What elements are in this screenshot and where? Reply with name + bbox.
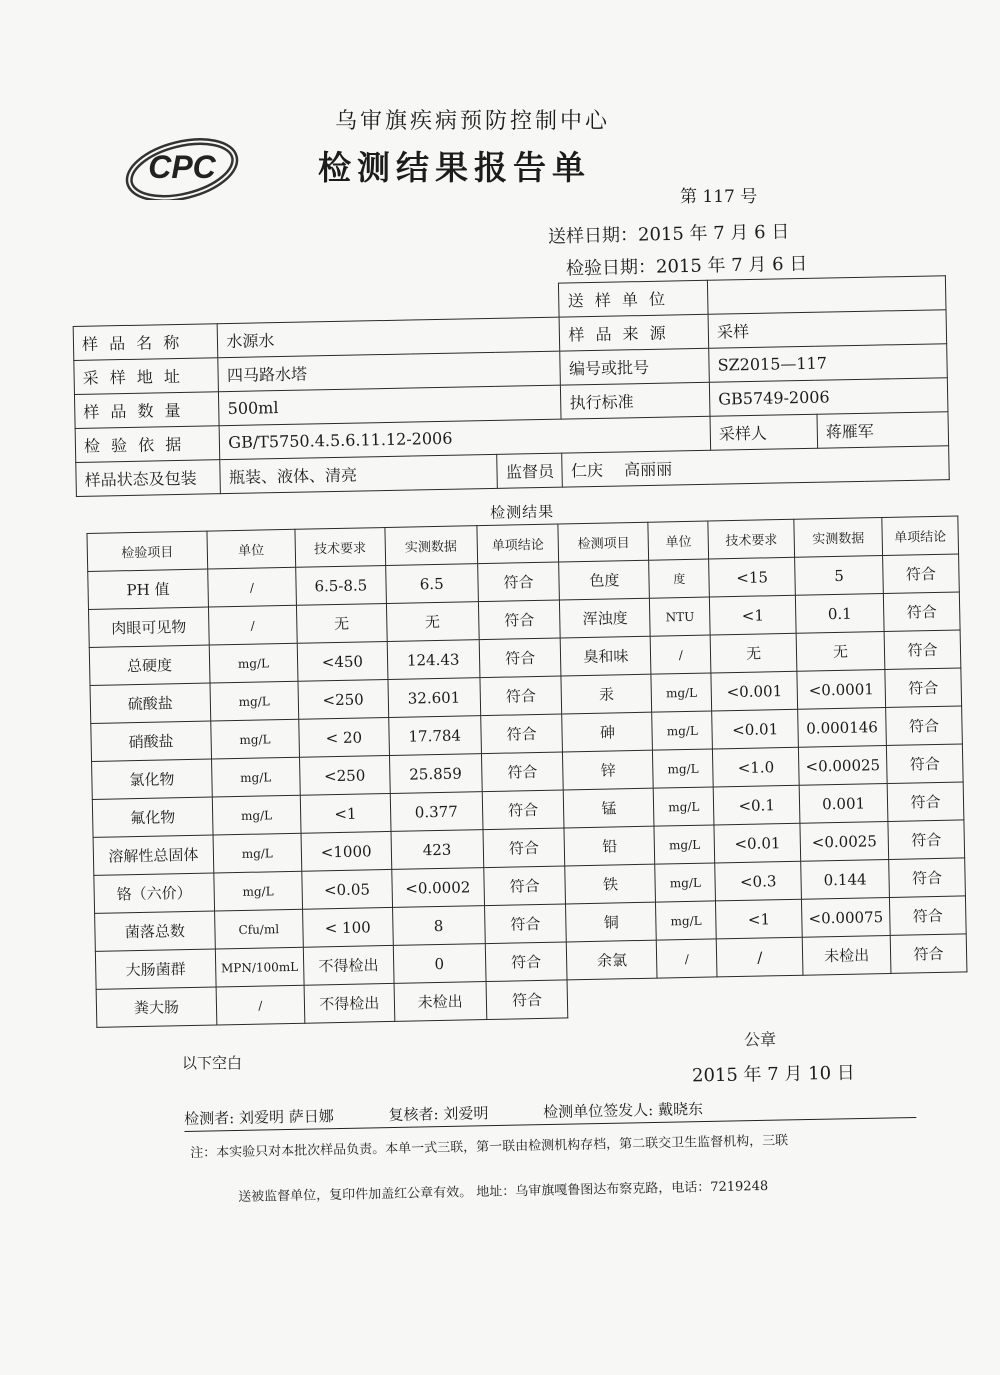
result-cell: 6.5-8.5 [296, 566, 387, 606]
result-cell: 124.43 [387, 640, 480, 680]
header-cell: 实测数据 [385, 526, 478, 566]
result-cell: / [657, 939, 718, 978]
result-cell: mg/L [655, 863, 716, 902]
result-cell: <0.01 [712, 709, 799, 749]
result-cell: 无 [296, 603, 387, 643]
result-cell: <0.01 [714, 823, 801, 863]
result-cell: / [716, 937, 803, 977]
quantity-value: 500ml [219, 385, 562, 426]
reviewer-value: 刘爱明 [443, 1104, 489, 1124]
results-caption: 检测结果 [489, 502, 555, 522]
result-cell: 符合 [480, 714, 563, 754]
check-date: 检验日期：2015 年 7 月 6 日 [565, 253, 808, 280]
result-cell [657, 977, 718, 1016]
result-cell: 未检出 [802, 935, 891, 975]
result-cell: 符合 [481, 752, 564, 792]
result-cell: 符合 [483, 866, 566, 906]
result-cell: MPN/100mL [215, 947, 304, 987]
result-cell: <0.001 [711, 671, 798, 711]
result-cell: <1.0 [713, 747, 800, 787]
result-cell: mg/L [653, 749, 714, 788]
result-cell: 未检出 [394, 982, 487, 1022]
svg-text:CPC: CPC [148, 149, 216, 185]
result-cell: <0.00025 [798, 745, 887, 785]
result-cell: < 20 [299, 717, 390, 757]
result-cell: 硫酸盐 [90, 683, 211, 723]
result-cell: 符合 [890, 934, 967, 974]
result-cell: <0.0025 [800, 821, 889, 861]
result-cell: / [208, 605, 297, 645]
result-cell: <0.0002 [391, 868, 484, 908]
header-cell: 检验项目 [87, 531, 208, 571]
report-title: 检测结果报告单 [318, 148, 591, 187]
result-cell: <0.00075 [802, 897, 891, 937]
tester-label: 检测者: [184, 1109, 235, 1128]
result-cell: NTU [650, 597, 711, 636]
result-cell: 0.001 [799, 783, 888, 823]
result-cell: 25.859 [389, 754, 482, 794]
result-cell: 符合 [883, 554, 960, 594]
sample-source-label: 样 品 来 源 [560, 314, 709, 351]
result-cell: 余氯 [567, 940, 658, 980]
result-cell: 32.601 [388, 678, 481, 718]
quantity-label: 样 品 数 量 [74, 392, 219, 429]
result-cell: 锰 [564, 788, 655, 828]
header-cell: 单项结论 [477, 524, 560, 564]
batch-value: SZ2015—117 [709, 344, 948, 383]
result-cell: mg/L [210, 681, 299, 721]
result-cell: Cfu/ml [214, 909, 303, 949]
result-cell: 菌落总数 [95, 911, 216, 951]
result-cell: PH 值 [88, 569, 209, 609]
result-cell: 不得检出 [304, 983, 395, 1023]
sampler-label: 采样人 [710, 414, 817, 450]
result-cell: 符合 [480, 676, 563, 716]
result-cell: 符合 [486, 980, 569, 1020]
results-table [86, 492, 968, 1027]
results-body [87, 516, 968, 1027]
header-cell: 实测数据 [794, 518, 883, 558]
result-cell: <0.1 [713, 785, 800, 825]
result-cell: 符合 [888, 820, 965, 860]
sample-name-value: 水源水 [218, 317, 561, 358]
result-cell: mg/L [652, 711, 713, 750]
result-cell [717, 975, 804, 1015]
header-cell: 检测项目 [558, 522, 649, 562]
result-cell: mg/L [651, 673, 712, 712]
result-cell: 铁 [565, 864, 656, 904]
state-value: 瓶装、液体、清亮 [220, 454, 498, 493]
header-cell: 单位 [648, 521, 709, 560]
tester-value: 刘爱明 萨日娜 [238, 1107, 334, 1127]
result-cell: 0 [393, 944, 486, 984]
batch-label: 编号或批号 [560, 348, 709, 385]
result-cell: 总硬度 [89, 645, 210, 685]
result-cell: 符合 [886, 744, 963, 784]
result-cell: <1 [716, 899, 803, 939]
result-cell: 符合 [478, 600, 561, 640]
result-cell: 符合 [889, 896, 966, 936]
result-cell: 铬（六价） [94, 873, 215, 913]
blank-note: 以下空白 [182, 1054, 243, 1072]
result-cell: 溶解性总固体 [93, 835, 214, 875]
result-cell: 无 [386, 602, 479, 642]
result-cell: 0.1 [795, 594, 884, 634]
result-cell: 肉眼可见物 [88, 607, 209, 647]
result-cell: 符合 [887, 782, 964, 822]
result-cell: <1000 [301, 831, 392, 871]
issue-date: 2015 年 7 月 10 日 [691, 1062, 855, 1087]
signature-line [184, 1094, 916, 1132]
result-cell: mg/L [211, 719, 300, 759]
standard-value: GB5749-2006 [709, 378, 948, 417]
result-cell: 不得检出 [303, 945, 394, 985]
result-cell: 无 [710, 633, 797, 673]
result-cell: 铅 [564, 826, 655, 866]
standard-label: 执行标准 [561, 382, 710, 419]
send-unit-value [707, 276, 946, 315]
result-cell: / [650, 635, 711, 674]
result-cell: <450 [297, 641, 388, 681]
signer-value: 戴晓东 [657, 1100, 704, 1119]
result-cell: <250 [298, 679, 389, 719]
result-cell: 铜 [566, 902, 657, 942]
reviewer-label: 复核者: [388, 1105, 439, 1125]
result-cell [803, 973, 892, 1013]
header-cell: 技术要求 [295, 528, 386, 568]
seal-label: 公章 [744, 1030, 777, 1049]
sample-place-value: 四马路水塔 [218, 351, 561, 392]
result-cell: 符合 [885, 668, 962, 708]
basis-value: GB/T5750.4.5.6.11.12-2006 [220, 416, 711, 459]
result-cell: mg/L [654, 787, 715, 826]
result-cell: 符合 [477, 562, 560, 602]
result-cell: mg/L [212, 795, 301, 835]
result-cell: 无 [796, 632, 885, 672]
result-cell: 粪大肠 [96, 987, 217, 1027]
result-cell: <1 [710, 595, 797, 635]
result-cell: 色度 [559, 560, 650, 600]
result-cell: 符合 [483, 828, 566, 868]
result-cell: 臭和味 [561, 636, 652, 676]
result-cell: 汞 [561, 674, 652, 714]
result-cell: <15 [709, 557, 796, 597]
result-cell: <0.05 [302, 869, 393, 909]
note-line-1: 注：本实验只对本批次样品负责。本单一式三联，第一联由检测机构存档，第二联交卫生监督机构，三联 [190, 1133, 789, 1161]
result-cell: / [208, 567, 297, 607]
result-cell [568, 978, 659, 1018]
organization-name: 乌审旗疾病预防控制中心 [335, 109, 611, 134]
result-cell: mg/L [654, 825, 715, 864]
result-cell: < 100 [302, 907, 393, 947]
result-cell: mg/L [214, 871, 303, 911]
header-cell: 单位 [207, 529, 296, 569]
sample-name-label: 样 品 名 称 [73, 324, 218, 361]
supervisor-label: 监督员 [497, 453, 563, 488]
result-cell: 符合 [479, 638, 562, 678]
result-cell: 0.144 [801, 859, 890, 899]
sample-place-label: 采 样 地 址 [74, 358, 219, 395]
result-cell: / [216, 985, 305, 1025]
result-cell: 5 [795, 556, 884, 596]
result-cell: 符合 [889, 858, 966, 898]
result-cell: 17.784 [388, 716, 481, 756]
result-cell: 0.377 [390, 792, 483, 832]
sample-info-table [72, 275, 950, 497]
result-cell: 氯化物 [92, 759, 213, 799]
result-cell: 8 [392, 906, 485, 946]
result-cell: 符合 [886, 706, 963, 746]
result-cell: <0.3 [715, 861, 802, 901]
result-cell: 大肠菌群 [95, 949, 216, 989]
cpc-logo [124, 132, 240, 200]
result-cell: 硝酸盐 [91, 721, 212, 761]
supervisor-value: 仁庆 高丽丽 [562, 446, 949, 487]
send-unit-label: 送 样 单 位 [559, 280, 708, 317]
sampler-value: 蒋雁军 [817, 412, 949, 449]
result-cell: 6.5 [385, 564, 478, 604]
result-cell: <1 [300, 793, 391, 833]
result-cell: mg/L [211, 757, 300, 797]
result-cell: 氟化物 [92, 797, 213, 837]
result-cell: 度 [649, 559, 710, 598]
basis-label: 检 验 依 据 [75, 426, 220, 463]
result-cell: 符合 [482, 790, 565, 830]
result-cell: 锌 [563, 750, 654, 790]
result-cell: 符合 [883, 592, 960, 632]
result-cell: 符合 [485, 942, 568, 982]
result-cell: <250 [299, 755, 390, 795]
send-date: 送样日期：2015 年 7 月 6 日 [547, 221, 790, 248]
result-cell: mg/L [209, 643, 298, 683]
result-cell: <0.0001 [797, 669, 886, 709]
document-number: 第 117 号 [680, 187, 758, 207]
note-line-2: 送被监督单位，复印件加盖红公章有效。 地址：乌审旗嘎鲁图达布察克路，电话：7219248 [238, 1178, 769, 1205]
header-cell: 单项结论 [882, 516, 959, 556]
state-label: 样品状态及包装 [76, 460, 221, 497]
result-cell [891, 972, 968, 1012]
result-cell: mg/L [656, 901, 717, 940]
sample-source-value: 采样 [708, 310, 947, 349]
result-cell: 砷 [562, 712, 653, 752]
result-cell: 符合 [484, 904, 567, 944]
result-cell: 符合 [884, 630, 961, 670]
header-cell: 技术要求 [708, 519, 795, 559]
signer-label: 检测单位签发人: [543, 1100, 654, 1122]
result-cell: mg/L [213, 833, 302, 873]
result-cell: 浑浊度 [560, 598, 651, 638]
result-cell: 423 [391, 830, 484, 870]
result-cell: 0.000146 [798, 707, 887, 747]
